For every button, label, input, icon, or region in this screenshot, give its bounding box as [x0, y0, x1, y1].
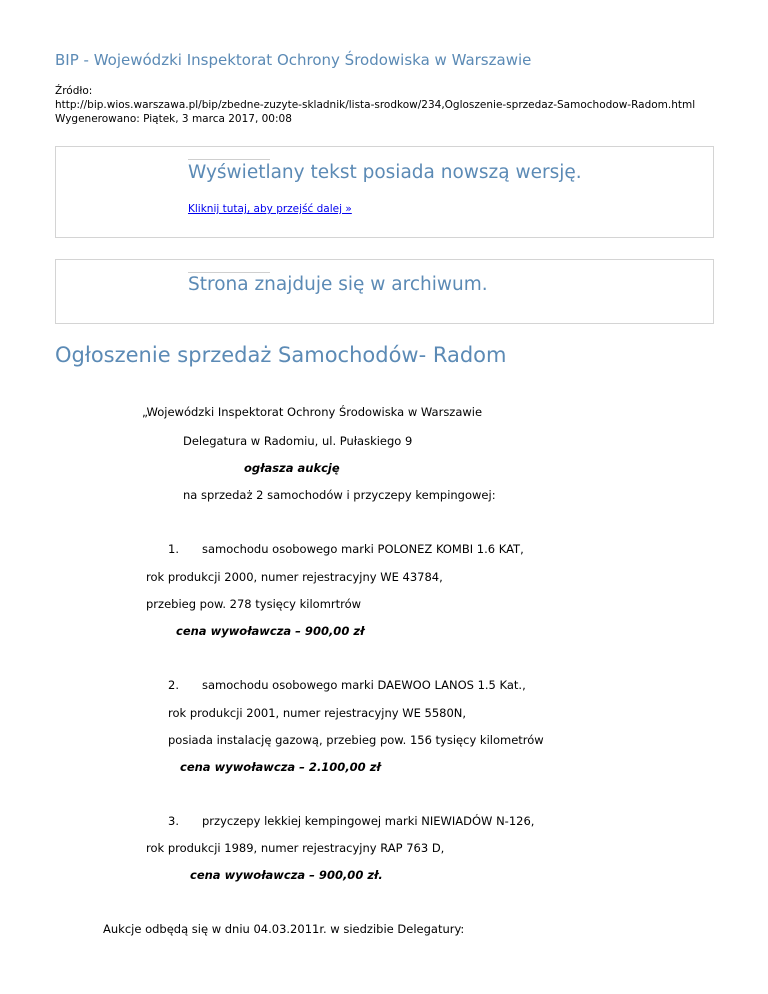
source-label: Źródło:	[55, 85, 93, 97]
item-2-name: samochodu osobowego marki DAEWOO LANOS 1.5 Kat.,	[202, 678, 526, 692]
item-2-line-2: rok produkcji 2001, numer rejestracyjny WE 5580N,	[168, 706, 467, 720]
item-3-line-2: rok produkcji 1989, numer rejestracyjny RAP 763 D,	[146, 841, 445, 855]
page-title: Ogłoszenie sprzedaż Samochodów- Radom	[55, 343, 507, 367]
item-1-price: cena wywoławcza – 900,00 zł	[176, 624, 365, 638]
item-2-number: 2.	[168, 678, 179, 692]
generated-date: Wygenerowano: Piątek, 3 marca 2017, 00:08	[55, 113, 292, 125]
archive-heading: Strona znajduje się w archiwum.	[188, 274, 488, 295]
intro-line-2: Delegatura w Radomiu, ul. Pułaskiego 9	[183, 434, 413, 448]
item-3-price: cena wywoławcza – 900,00 zł.	[190, 868, 383, 882]
item-1-number: 1.	[168, 542, 179, 556]
item-3-number: 3.	[168, 814, 179, 828]
go-to-newer-version-link[interactable]: Kliknij tutaj, aby przejść dalej »	[188, 203, 352, 215]
source-url: http://bip.wios.warszawa.pl/bip/zbedne-zuzyte-skladnik/lista-srodkow/234,Ogloszenie-sprzedaz-Samochodow-Radom.html	[55, 99, 696, 111]
intro-line-3: na sprzedaż 2 samochodów i przyczepy kempingowej:	[183, 488, 496, 502]
archive-notice	[55, 259, 714, 324]
announces-text: ogłasza aukcję	[244, 461, 340, 475]
item-1-name: samochodu osobowego marki POLONEZ KOMBI 1.6 KAT,	[202, 542, 524, 556]
item-2-line-3: posiada instalację gazową, przebieg pow. 156 tysięcy kilometrów	[168, 733, 544, 747]
newer-version-heading: Wyświetlany tekst posiada nowszą wersję.	[188, 162, 582, 183]
closing-text: Aukcje odbędą się w dniu 04.03.2011r. w siedzibie Delegatury:	[103, 922, 465, 936]
item-2-price: cena wywoławcza – 2.100,00 zł	[180, 760, 381, 774]
newer-version-notice	[55, 146, 714, 238]
item-1-line-2: rok produkcji 2000, numer rejestracyjny WE 43784,	[146, 570, 443, 584]
item-1-line-3: przebieg pow. 278 tysięcy kilomrtrów	[146, 597, 362, 611]
item-3-name: przyczepy lekkiej kempingowej marki NIEWIADÓW N-126,	[202, 814, 535, 828]
site-title: BIP - Wojewódzki Inspektorat Ochrony Środowiska w Warszawie	[55, 51, 532, 69]
intro-line-1: „Wojewódzki Inspektorat Ochrony Środowiska w Warszawie	[142, 405, 483, 419]
notice-divider	[188, 272, 270, 273]
notice-divider	[188, 159, 270, 160]
